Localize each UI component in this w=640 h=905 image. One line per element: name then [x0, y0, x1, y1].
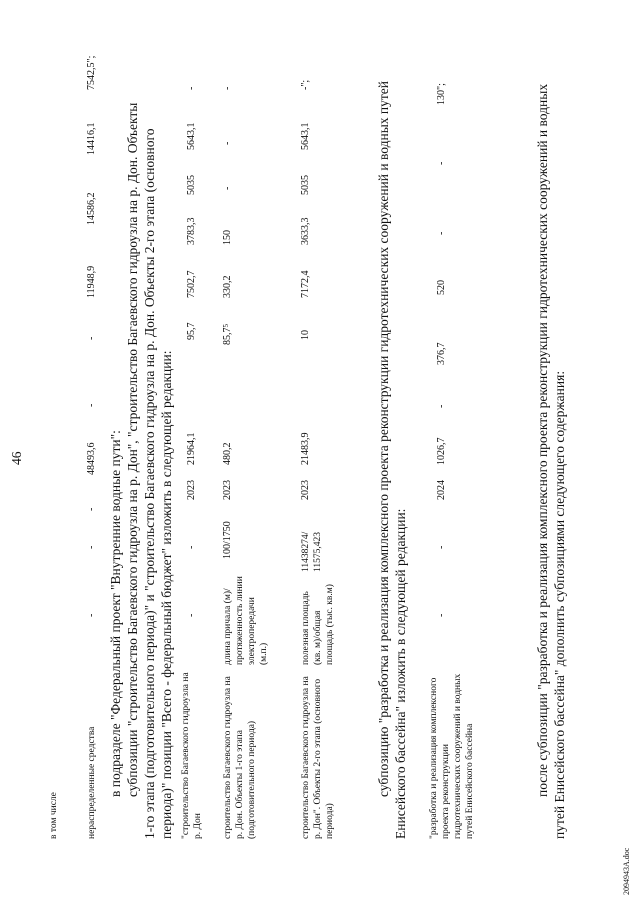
- para1-line1: в подразделе "Федеральный проект "Внутренние водные пути":: [108, 430, 123, 797]
- cell-year: 2023: [300, 480, 311, 500]
- cell: -";: [300, 79, 311, 90]
- page-number: 46: [9, 451, 24, 465]
- cell: 5643,1: [300, 122, 311, 150]
- cell: 376,7: [436, 342, 447, 365]
- footnote-mark: 5: [222, 324, 230, 328]
- table-row-desc: строительство Багаевского гидроузла на р. Дон". Объекты 2-го этапа (основного периода): [301, 676, 335, 839]
- cell: -: [436, 161, 447, 165]
- cell-cap: 11438274/ 11575,423: [301, 531, 323, 572]
- footer-filename: 2094943А.doc: [622, 847, 631, 895]
- cell: 130";: [436, 83, 447, 105]
- cell: 330,2: [222, 275, 233, 298]
- cell: -: [222, 86, 233, 90]
- cell: 7542,5";: [86, 55, 97, 90]
- cell: 5643,1: [186, 122, 197, 150]
- cell: 95,7: [186, 322, 197, 340]
- table-row-desc: "строительство Багаевского гидроузла на р. Дон: [181, 672, 203, 839]
- para1-line3: 1-го этапа (подготовительного периода)" и "строительство Багаевского гидроузла на р. Дон. Объекты 2-го этапа (основного: [142, 128, 157, 839]
- cell: -: [222, 186, 233, 190]
- para2-line1: субпозицию "разработка и реализация комплексного проекта реконструкции гидротехнических сооружений и водных путей: [376, 80, 391, 797]
- cell-unit: -: [436, 613, 447, 617]
- para1-line4: периода)" позиции "Всего - федеральный бюджет" изложить в следующей редакции:: [159, 350, 174, 839]
- cell: -: [86, 613, 97, 617]
- cell: 21483,9: [300, 432, 311, 465]
- cell: -: [86, 507, 97, 511]
- cell: 3633,3: [300, 217, 311, 245]
- cell: 10: [300, 330, 311, 340]
- cell: 480,2: [222, 442, 233, 465]
- row-label-nerasp: нераспределенные средства: [87, 726, 97, 839]
- cell-unit: -: [186, 613, 197, 617]
- cell: 11948,9: [86, 265, 97, 298]
- para2-line2: Енисейского бассейна" изложить в следующей редакции:: [393, 508, 408, 839]
- cell-cap: -: [186, 545, 197, 549]
- cell: 3783,3: [186, 217, 197, 245]
- cell: -: [222, 141, 233, 145]
- cell: 14586,2: [86, 192, 97, 225]
- cell: 7502,7: [186, 270, 197, 298]
- cell: 7172,4: [300, 270, 311, 298]
- cell: -: [86, 545, 97, 549]
- para3-line2: путей Енисейского бассейна" дополнить субпозициями следующего содержания:: [552, 370, 567, 839]
- cell: 21964,1: [186, 432, 197, 465]
- cell: -: [86, 336, 97, 340]
- cell: 5035: [300, 175, 311, 195]
- cell: 5035: [186, 175, 197, 195]
- cell-year: 2024: [436, 480, 447, 500]
- table-row-desc: "разработка и реализация комплексного проекта реконструкции гидротехнических сооружений и водных путей Енисейского бассейна: [429, 673, 475, 839]
- cell-unit: длина причала (м)/ протяженность линии электропередачи (м.п.): [223, 576, 269, 665]
- cell-cap: 100/1750: [222, 521, 233, 559]
- row-label-v-tom-chisle: в том числе: [49, 792, 59, 839]
- para3-line1: после субпозиции "разработка и реализация комплексного проекта реконструкции гидротехнических сооружений и водных: [535, 83, 550, 797]
- para1-line2: субпозиции "строительство Багаевского гидроузла на р. Дон", "строительство Багаевского гидроузла на р. Дон. Объекты: [125, 102, 140, 797]
- cell: -: [436, 404, 447, 408]
- cell: 48493,6: [86, 442, 97, 475]
- cell-cap: -: [436, 545, 447, 549]
- cell: 14416,1: [86, 122, 97, 155]
- cell-year: 2023: [186, 480, 197, 500]
- cell-unit: полезная площадь (кв. м)/общая площадь (тыс. кв.м): [301, 584, 335, 665]
- cell: 520: [436, 280, 447, 295]
- table-row-desc: строительство Багаевского гидроузла на р. Дон. Объекты 1-го этапа (подготовительного периода): [223, 676, 257, 839]
- cell-year: 2023: [222, 480, 233, 500]
- cell: 1026,7: [436, 437, 447, 465]
- cell: 150: [222, 230, 233, 245]
- cell: -: [186, 86, 197, 90]
- cell: 85,7: [222, 327, 233, 345]
- cell: -: [436, 231, 447, 235]
- cell: -: [86, 403, 97, 407]
- cell-with-sup: [222, 324, 233, 345]
